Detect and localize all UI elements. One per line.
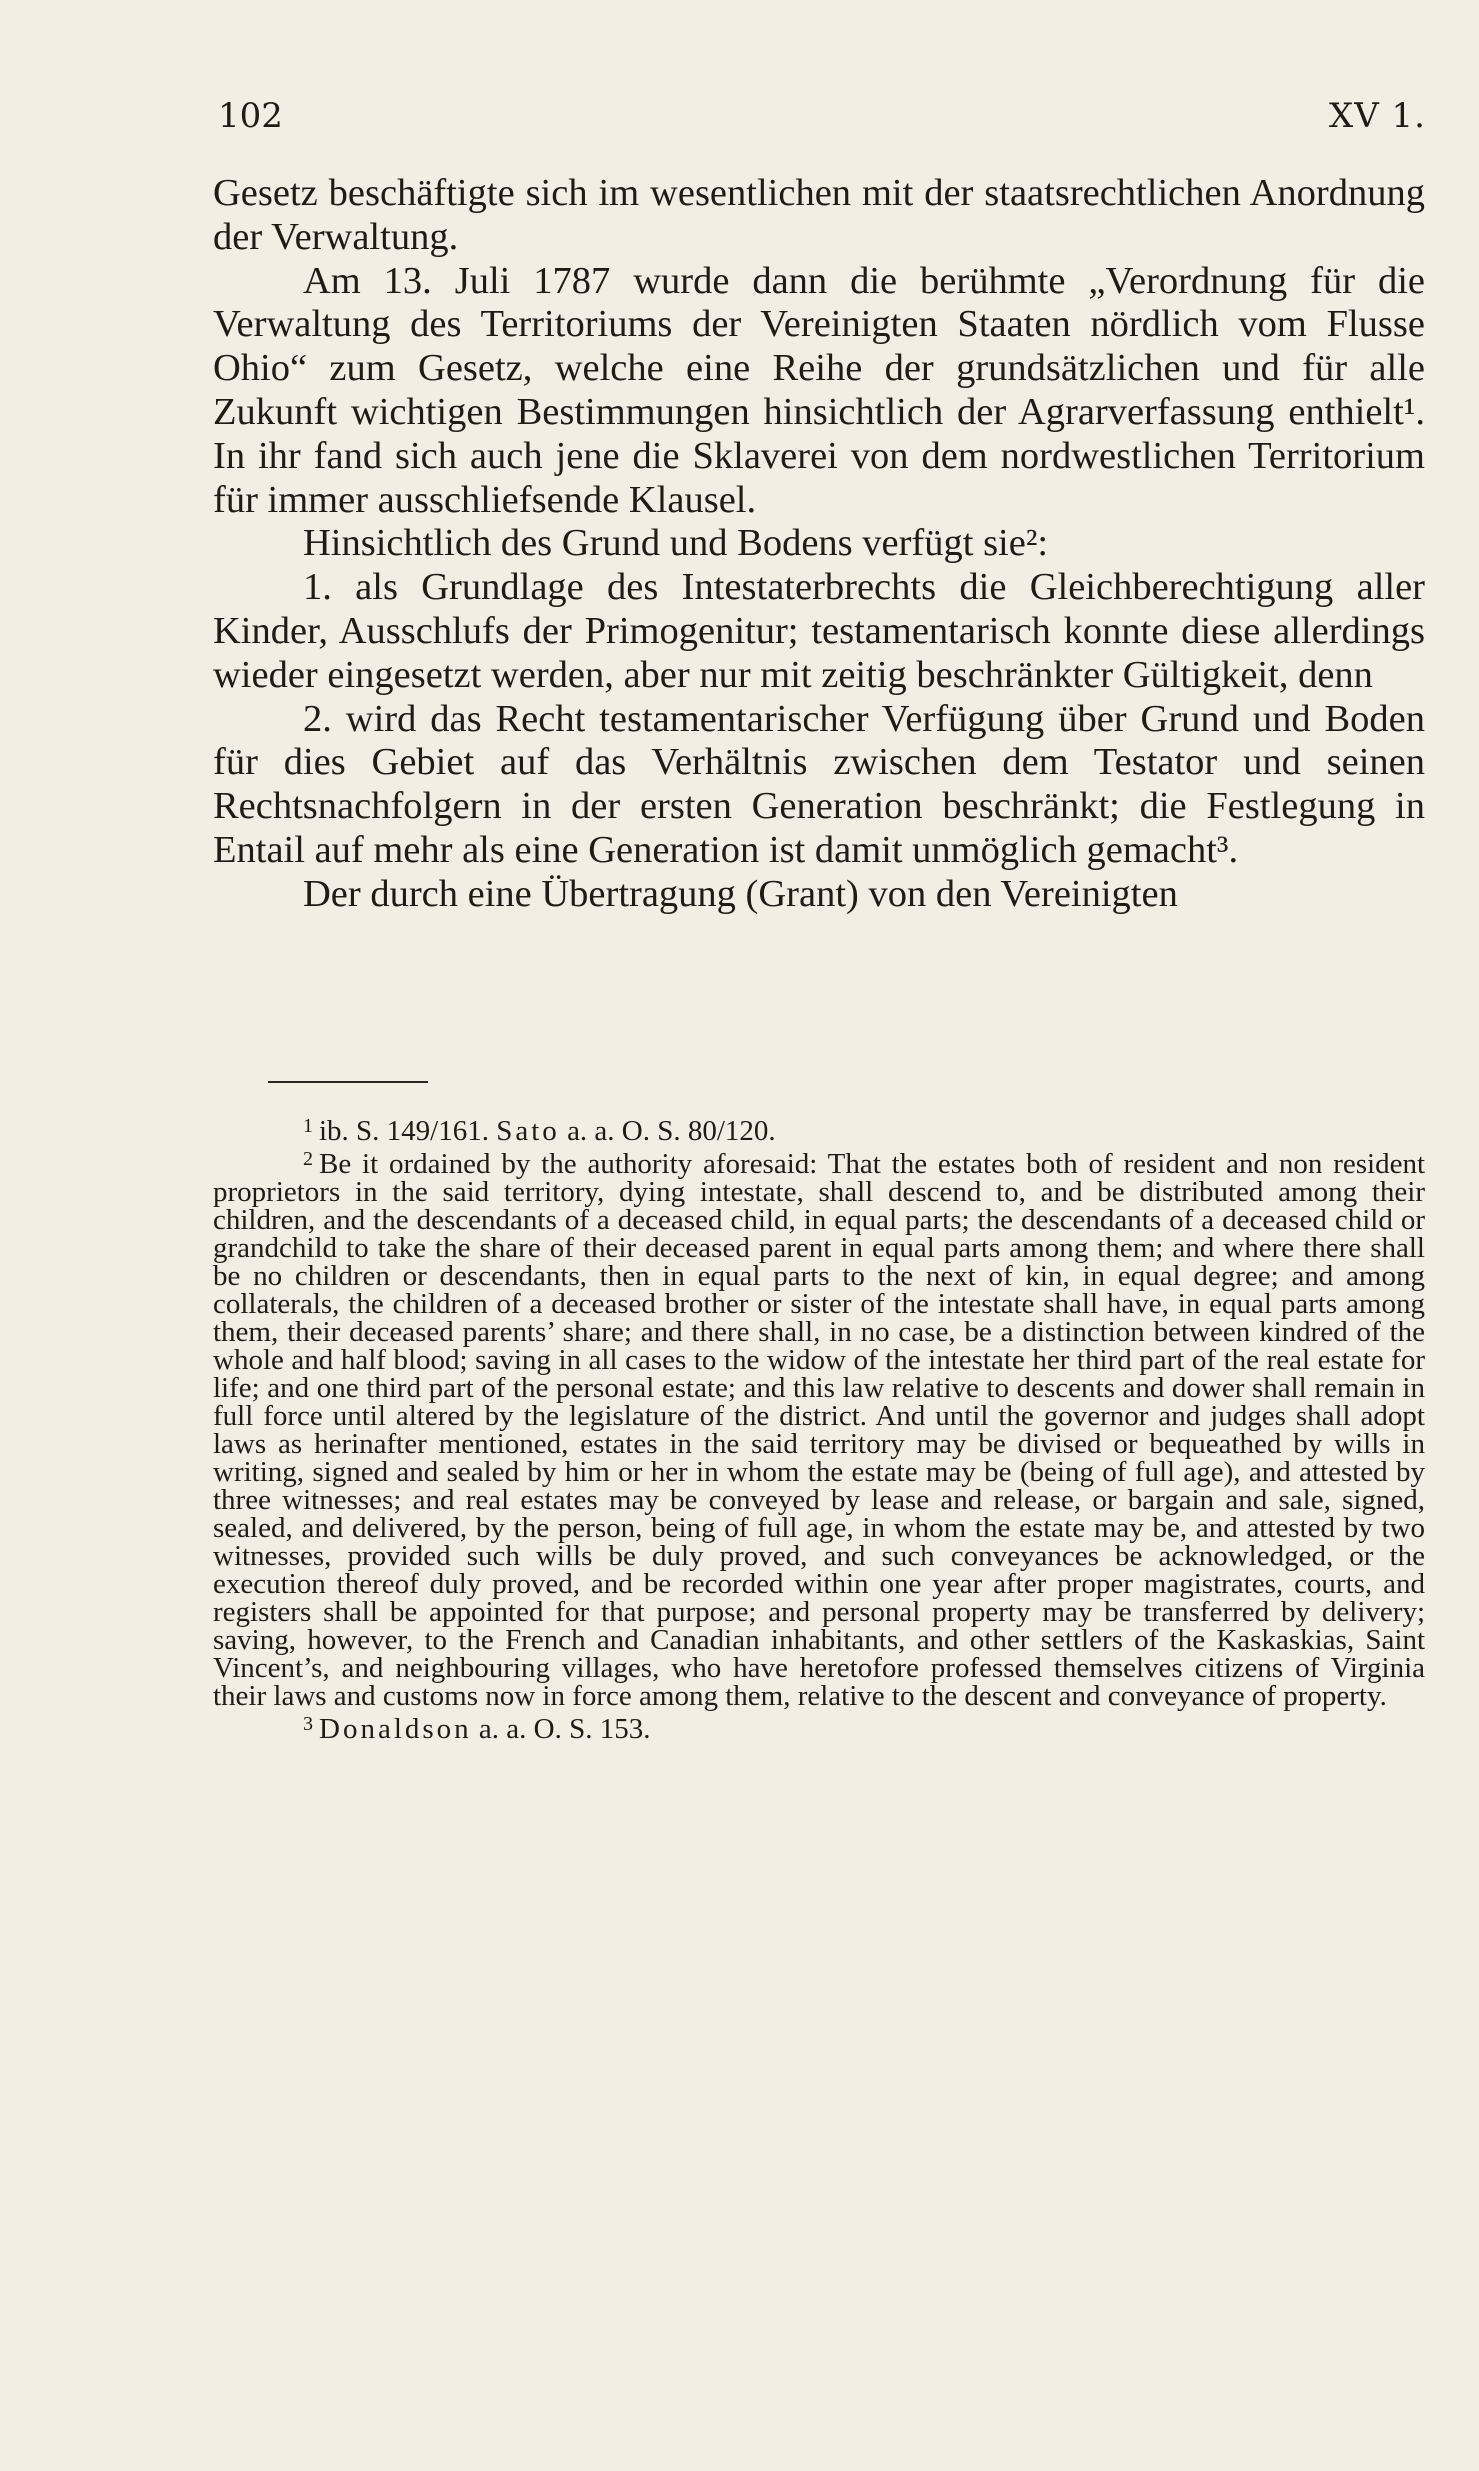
footnote-text: a. a. O. S. 153. [471,1713,651,1745]
paragraph-point-1: 1. als Grundlage des Intestaterbrechts die Gleichberechtigung aller Kinder, Ausschlufs der Primogenitur; testamentarisch konnte diese allerdings wieder eingesetzt werden, aber nur mit zeitig beschränkter Gültigkeit, denn [213,566,1425,696]
footnote-1 [213,1112,1425,1145]
footnote-2 [213,1145,1425,1710]
main-text [213,172,1425,917]
footnote-mark: 3 [303,1713,313,1735]
footnotes [213,1112,1425,1743]
paragraph-ordinance: Am 13. Juli 1787 wurde dann die berühmte „Verordnung für die Verwaltung des Territoriums der Vereinigten Staaten nördlich vom Flusse Ohio“ zum Gesetz, welche eine Reihe der grundsätzlichen und für alle Zukunft wichtigen Bestimmungen hinsichtlich der Agrarverfassung enthielt¹. In ihr fand sich auch jene die Sklaverei von dem nordwestlichen Territorium für immer ausschliefsende Klausel. [213,259,1425,521]
footnote-mark: 2 [303,1148,313,1170]
page-header [218,96,1426,140]
footnote-text: ib. S. 149/161. [319,1115,497,1147]
footnote-text: Be it ordained by the authority aforesaid: That the estates both of resident and non resident proprietors in the said territory, dying intestate, shall descend to, and be distributed among their children, and the descendants of a deceased child, in equal parts; the descendants of a deceased child or grandchild to take the share of their deceased parent in equal parts among them; and where there shall be no children or descendants, then in equal parts to the next of kin, in equal degree; and among collaterals, the children of a deceased brother or sister of the intestate shall have, in equal parts among them, their deceased parents’ share; and there shall, in no case, be a distinction between kindred of the whole and half blood; saving in all cases to the widow of the intestate her third part of the real estate for life; and one third part of the personal estate; and this law relative to descents and dower shall remain in full force until altered by the legislature of the district. And until the governor and judges shall adopt laws as herinafter mentioned, estates in the said territory may be divised or bequeathed by wills in writing, signed and sealed by him or her in whom the estate may be (being of full age), and attested by three witnesses; and real estates may be conveyed by lease and release, or bargain and sale, signed, sealed, and delivered, by the person, being of full age, in whom the estate may be, and attested by two witnesses, provided such wills be duly proved, and such conveyances be acknowledged, or the execution thereof duly proved, and be recorded within one year after proper magistrates, courts, and registers shall be appointed for that purpose; and personal property may be transferred by delivery; saving, however, to the French and Canadian inhabitants, and other settlers of the Kaskaskias, Saint Vincent’s, and neighbouring villages, who have heretofore professed themselves citizens of Virginia their laws and customs now in force among them, relative to the descent and conveyance of property. [213,1148,1425,1712]
paragraph-land-intro: Hinsichtlich des Grund und Bodens verfügt sie²: [303,522,1049,565]
footnote-author: Sato [496,1115,560,1147]
footnote-3 [213,1710,1425,1743]
paragraph-continuation: Gesetz beschäftigte sich im wesentlichen mit der staatsrechtlichen Anordnung der Verwaltung. [213,172,1425,258]
running-head: XV 1. [1328,96,1426,136]
footnote-text: a. a. O. S. 80/120. [559,1115,776,1147]
footnote-author: Donaldson [319,1713,472,1745]
paragraph-point-2: 2. wird das Recht testamentarischer Verfügung über Grund und Boden für dies Gebiet auf das Verhältnis zwischen dem Testator und seinen Rechtsnachfolgern in der ersten Generation beschränkt; die Festlegung in Entail auf mehr als eine Generation ist damit unmöglich gemacht³. [213,697,1425,871]
page-number: 102 [218,96,283,136]
paragraph-grant: Der durch eine Übertragung (Grant) von den Vereinigten [303,872,1178,915]
footnote-mark: 1 [303,1115,313,1137]
footnote-separator [268,1081,428,1083]
